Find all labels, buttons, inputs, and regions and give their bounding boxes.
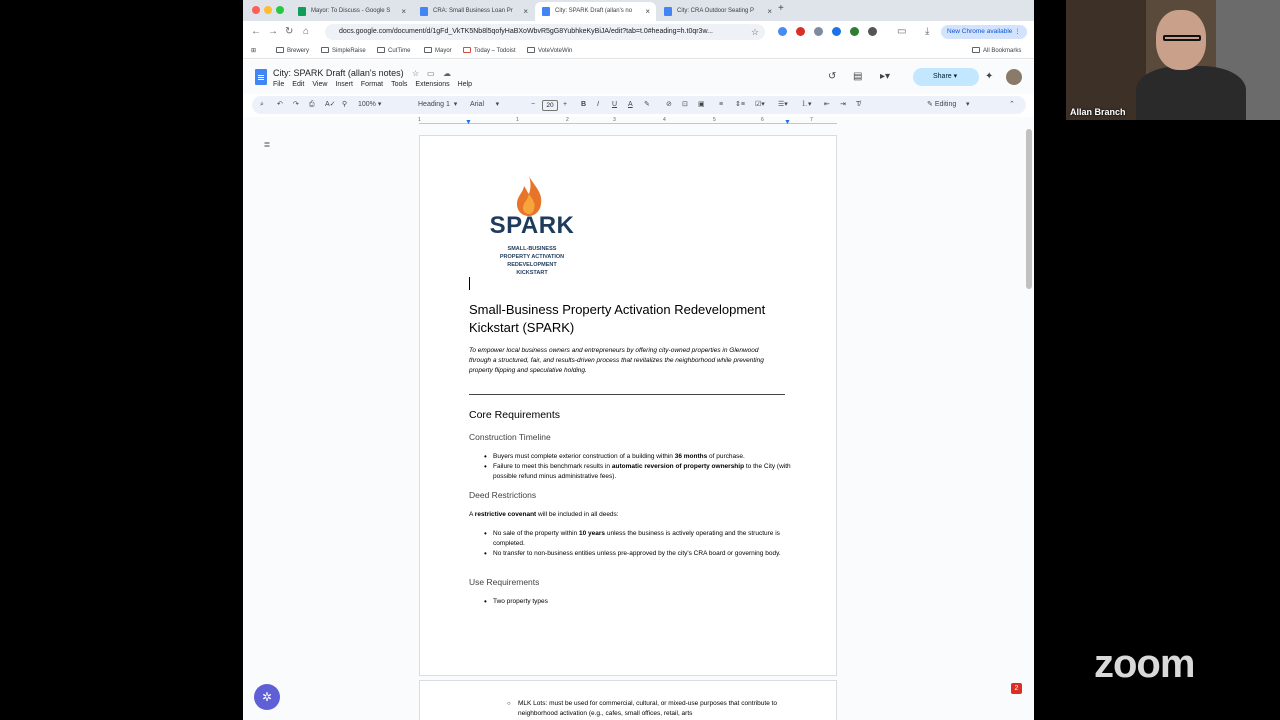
vertical-scrollbar[interactable] bbox=[1026, 129, 1032, 289]
deed-list bbox=[493, 529, 793, 559]
use-list bbox=[493, 597, 793, 607]
gemini-sparkle-icon[interactable]: ✦ bbox=[985, 71, 994, 82]
search-icon[interactable]: ⌕ bbox=[260, 101, 264, 108]
menu-tools[interactable]: Tools bbox=[391, 81, 408, 88]
video-background bbox=[1066, 0, 1146, 120]
list-item[interactable]: • Two property types bbox=[493, 597, 793, 607]
deed-intro[interactable]: A restrictive covenant will be included in all deeds: bbox=[469, 511, 619, 518]
editing-mode-select[interactable]: ✎ Editing ▾ bbox=[927, 101, 970, 108]
comments-icon[interactable]: ▤ bbox=[853, 71, 863, 82]
increase-indent-icon[interactable]: ⇥ bbox=[840, 101, 846, 108]
close-tab-icon[interactable]: × bbox=[645, 7, 650, 16]
horizontal-ruler[interactable] bbox=[243, 117, 1034, 129]
highlight-icon[interactable]: ✎ bbox=[644, 101, 650, 108]
bookmark-votevotewin[interactable]: VoteVoteWin bbox=[527, 46, 572, 56]
sheets-icon bbox=[298, 7, 306, 16]
pencil-icon: ✎ bbox=[927, 101, 933, 108]
participant-body bbox=[1136, 66, 1246, 120]
checklist-icon[interactable]: ☑▾ bbox=[755, 101, 765, 108]
font-size-input[interactable]: 20 bbox=[542, 100, 558, 111]
deed-restrictions-heading[interactable]: Deed Restrictions bbox=[469, 490, 537, 500]
extension-icon[interactable] bbox=[850, 27, 859, 36]
undo-icon[interactable]: ↶ bbox=[277, 101, 283, 108]
ruler-number: 5 bbox=[713, 117, 716, 123]
numbered-list-icon[interactable]: ⒈▾ bbox=[801, 101, 812, 108]
menu-extensions[interactable]: Extensions bbox=[415, 81, 450, 88]
menu-insert[interactable]: Insert bbox=[335, 81, 353, 88]
address-bar[interactable]: docs.google.com/document/d/1gFd_VkTK5Nb8l5qofyHaBXoWbvR5gG8YubhkeKyBiJA/edit?tab=t.0#heading=h.t0qr3w... bbox=[325, 24, 765, 40]
document-outline-icon[interactable]: ≣ bbox=[263, 140, 271, 149]
flame-icon bbox=[514, 176, 544, 216]
page-icon bbox=[527, 47, 535, 53]
participant-name: Allan Branch bbox=[1070, 107, 1126, 117]
decrease-indent-icon[interactable]: ⇤ bbox=[824, 101, 830, 108]
bulleted-list-icon[interactable]: ☰▾ bbox=[778, 101, 788, 108]
menu-format[interactable]: Format bbox=[360, 81, 384, 88]
logo-subtitle bbox=[486, 245, 578, 277]
ruler-number: 7 bbox=[810, 117, 813, 123]
menu-help[interactable]: Help bbox=[457, 81, 473, 88]
participant-glasses bbox=[1163, 35, 1201, 41]
bookmark-brewery[interactable]: Brewery bbox=[276, 46, 309, 56]
list-item[interactable]: • No transfer to non-business entities unless pre-approved by the city's CRA board or governing body. bbox=[493, 549, 793, 559]
document-canvas bbox=[243, 129, 1034, 720]
print-icon[interactable]: ⎙ bbox=[309, 101, 315, 108]
ruler-number: 1 bbox=[418, 117, 421, 123]
construction-timeline-heading[interactable]: Construction Timeline bbox=[469, 432, 551, 442]
star-icon[interactable]: ☆ bbox=[412, 69, 420, 78]
cloud-saved-icon: ☁ bbox=[443, 69, 451, 78]
ruler-number: 1 bbox=[516, 117, 519, 123]
increase-font-icon[interactable]: + bbox=[563, 101, 568, 108]
spark-logo bbox=[486, 176, 578, 276]
cast-icon[interactable]: ▭ bbox=[897, 26, 907, 37]
document-heading[interactable]: Small-Business Property Activation Redevelopment Kickstart (SPARK) bbox=[469, 302, 766, 335]
close-tab-icon[interactable]: × bbox=[401, 7, 406, 16]
download-icon[interactable]: ⤓ bbox=[925, 26, 930, 37]
extension-icon[interactable] bbox=[868, 27, 877, 36]
right-indent-marker-icon[interactable]: ▼ bbox=[784, 119, 791, 126]
list-item[interactable]: • Buyers must complete exterior construction of a building within 36 months of purchase. bbox=[493, 452, 793, 462]
list-item[interactable]: • No sale of the property within 10 years unless the business is actively operating and the structure is completed. bbox=[493, 529, 793, 549]
core-requirements-heading[interactable]: Core Requirements bbox=[469, 409, 561, 421]
chrome-window bbox=[243, 0, 1034, 720]
underline-icon[interactable]: U bbox=[612, 101, 618, 108]
mission-statement[interactable]: To empower local business owners and entrepreneurs by offering city-owned properties in Glenwood through a structured, fair, and results-driven process that revitalizes the neighborhood while preventing property flipping and speculative holding. bbox=[469, 347, 764, 374]
folder-icon bbox=[424, 47, 432, 53]
paint-format-icon[interactable]: ⚲ bbox=[342, 101, 348, 108]
menu-view[interactable]: View bbox=[312, 81, 328, 88]
document-page[interactable] bbox=[419, 680, 837, 720]
close-window-dot[interactable] bbox=[252, 6, 260, 14]
logo-subtitle-line: PROPERTY ACTIVATION bbox=[499, 254, 565, 260]
document-title[interactable]: City: SPARK Draft (allan's notes) bbox=[273, 68, 404, 78]
text-color-icon[interactable]: A bbox=[628, 101, 633, 108]
all-bookmarks[interactable]: All Bookmarks bbox=[972, 46, 1021, 56]
docs-header bbox=[243, 60, 1034, 94]
menu-bar bbox=[273, 81, 480, 88]
bookmark-mayor[interactable]: Mayor bbox=[424, 46, 452, 56]
text-cursor bbox=[469, 277, 470, 290]
horizontal-rule bbox=[469, 394, 785, 395]
indent-marker-icon[interactable]: ▼ bbox=[465, 119, 472, 126]
docs-icon bbox=[664, 7, 672, 16]
collapse-menus-icon[interactable]: ⌃ bbox=[1009, 101, 1015, 108]
back-arrow-icon[interactable]: ← bbox=[251, 26, 261, 37]
forward-arrow-icon[interactable]: → bbox=[268, 26, 278, 37]
line-spacing-icon[interactable]: ⇕≡ bbox=[735, 101, 745, 108]
add-comment-icon[interactable]: ⊡ bbox=[682, 101, 688, 108]
reload-icon[interactable]: ↻ bbox=[285, 26, 294, 37]
menu-edit[interactable]: Edit bbox=[292, 81, 305, 88]
zoom-select[interactable]: 100% ▾ bbox=[358, 101, 382, 108]
bold-icon[interactable]: B bbox=[581, 101, 587, 108]
list-item[interactable]: • Failure to meet this benchmark results in automatic reversion of property ownership to the City (with possible refund minus administrative fees). bbox=[493, 462, 793, 482]
decrease-font-icon[interactable]: − bbox=[531, 101, 536, 108]
home-icon[interactable]: ⌂ bbox=[303, 26, 310, 37]
extension-icon[interactable] bbox=[796, 27, 805, 36]
bookmark-star-icon[interactable]: ☆ bbox=[751, 27, 760, 37]
font-select[interactable]: Arial ▾ bbox=[470, 101, 500, 108]
ruler-number: 2 bbox=[566, 117, 569, 123]
logo-wordmark: SPARK bbox=[489, 212, 575, 239]
todoist-icon bbox=[463, 47, 471, 53]
folder-icon bbox=[276, 47, 284, 53]
ruler-number: 4 bbox=[663, 117, 666, 123]
clear-formatting-icon[interactable]: T̸ bbox=[856, 101, 861, 108]
apps-grid-icon[interactable]: ⊞ bbox=[251, 48, 257, 54]
redo-icon[interactable]: ↷ bbox=[293, 101, 299, 108]
extension-icon[interactable] bbox=[832, 27, 841, 36]
use-requirements-heading[interactable]: Use Requirements bbox=[469, 577, 540, 587]
tab-spark-draft[interactable]: City: SPARK Draft (allan's no × bbox=[535, 2, 656, 21]
bookmark-todoist[interactable]: Today – Todoist bbox=[463, 46, 516, 56]
docs-icon bbox=[542, 7, 550, 16]
maximize-window-dot[interactable] bbox=[276, 6, 284, 14]
gemini-assist-button[interactable]: ✲ bbox=[254, 684, 280, 710]
close-tab-icon[interactable]: × bbox=[767, 7, 772, 16]
move-folder-icon[interactable]: ▭ bbox=[427, 69, 435, 78]
folder-icon bbox=[972, 47, 980, 53]
style-select[interactable]: Heading 1 ▾ bbox=[418, 101, 458, 108]
tab-cra-outdoor[interactable]: City: CRA Outdoor Seating P × bbox=[657, 2, 778, 21]
spellcheck-icon[interactable]: A✓ bbox=[325, 101, 336, 108]
menu-file[interactable]: File bbox=[273, 81, 285, 88]
document-page[interactable] bbox=[419, 135, 837, 676]
ruler-track bbox=[419, 123, 837, 124]
sub-list-item[interactable]: ○ MLK Lots: must be used for commercial, cultural, or mixed-use purposes that contribute to neighborhood activation (e.g., cafes, small offices, retail, arts bbox=[518, 699, 788, 719]
italic-icon[interactable]: I bbox=[597, 101, 599, 108]
version-history-icon[interactable]: ↺ bbox=[828, 71, 837, 82]
align-icon[interactable]: ≡ bbox=[719, 101, 724, 108]
folder-icon bbox=[321, 47, 329, 53]
link-icon[interactable]: ⊘ bbox=[666, 101, 672, 108]
new-tab-button[interactable]: + bbox=[778, 3, 784, 14]
participant-video[interactable] bbox=[1066, 0, 1280, 120]
extension-icon[interactable] bbox=[778, 27, 787, 36]
insert-image-icon[interactable]: ▣ bbox=[698, 101, 705, 108]
logo-subtitle-line: KICKSTART bbox=[516, 270, 548, 276]
docs-logo-icon[interactable] bbox=[255, 69, 267, 85]
logo-subtitle-line: SMALL-BUSINESS bbox=[507, 246, 557, 252]
tab-cra-loan[interactable]: CRA: Small Business Loan Pr × bbox=[413, 2, 534, 21]
construction-list bbox=[493, 452, 793, 482]
chevron-down-icon: ▾ bbox=[953, 73, 958, 80]
bookmark-simpleraise[interactable]: SimpleRaise bbox=[321, 46, 366, 56]
close-tab-icon[interactable]: × bbox=[523, 7, 528, 16]
minimize-window-dot[interactable] bbox=[264, 6, 272, 14]
avatar[interactable] bbox=[1006, 69, 1022, 85]
notification-badge[interactable]: 2 bbox=[1011, 683, 1022, 694]
extension-icon[interactable] bbox=[814, 27, 823, 36]
logo-subtitle-line: REDEVELOPMENT bbox=[507, 262, 557, 268]
docs-icon bbox=[420, 7, 428, 16]
tab-strip bbox=[243, 0, 1034, 21]
meet-icon[interactable]: ▸▾ bbox=[880, 71, 891, 82]
ruler-number: 6 bbox=[761, 117, 764, 123]
folder-icon bbox=[377, 47, 385, 53]
tab-mayor-discuss[interactable]: Mayor: To Discuss - Google S × bbox=[291, 2, 412, 21]
new-chrome-available-button[interactable]: New Chrome available ⋮ bbox=[941, 25, 1027, 39]
zoom-watermark: zoom bbox=[1094, 642, 1195, 686]
bookmark-cuttime[interactable]: CutTime bbox=[377, 46, 410, 56]
bookmarks-bar bbox=[243, 43, 1034, 59]
share-button[interactable]: Share ▾ bbox=[913, 68, 979, 86]
navigation-bar bbox=[243, 21, 1034, 43]
formatting-toolbar bbox=[252, 96, 1026, 114]
more-vert-icon: ⋮ bbox=[1014, 28, 1021, 35]
ruler-number: 3 bbox=[613, 117, 616, 123]
